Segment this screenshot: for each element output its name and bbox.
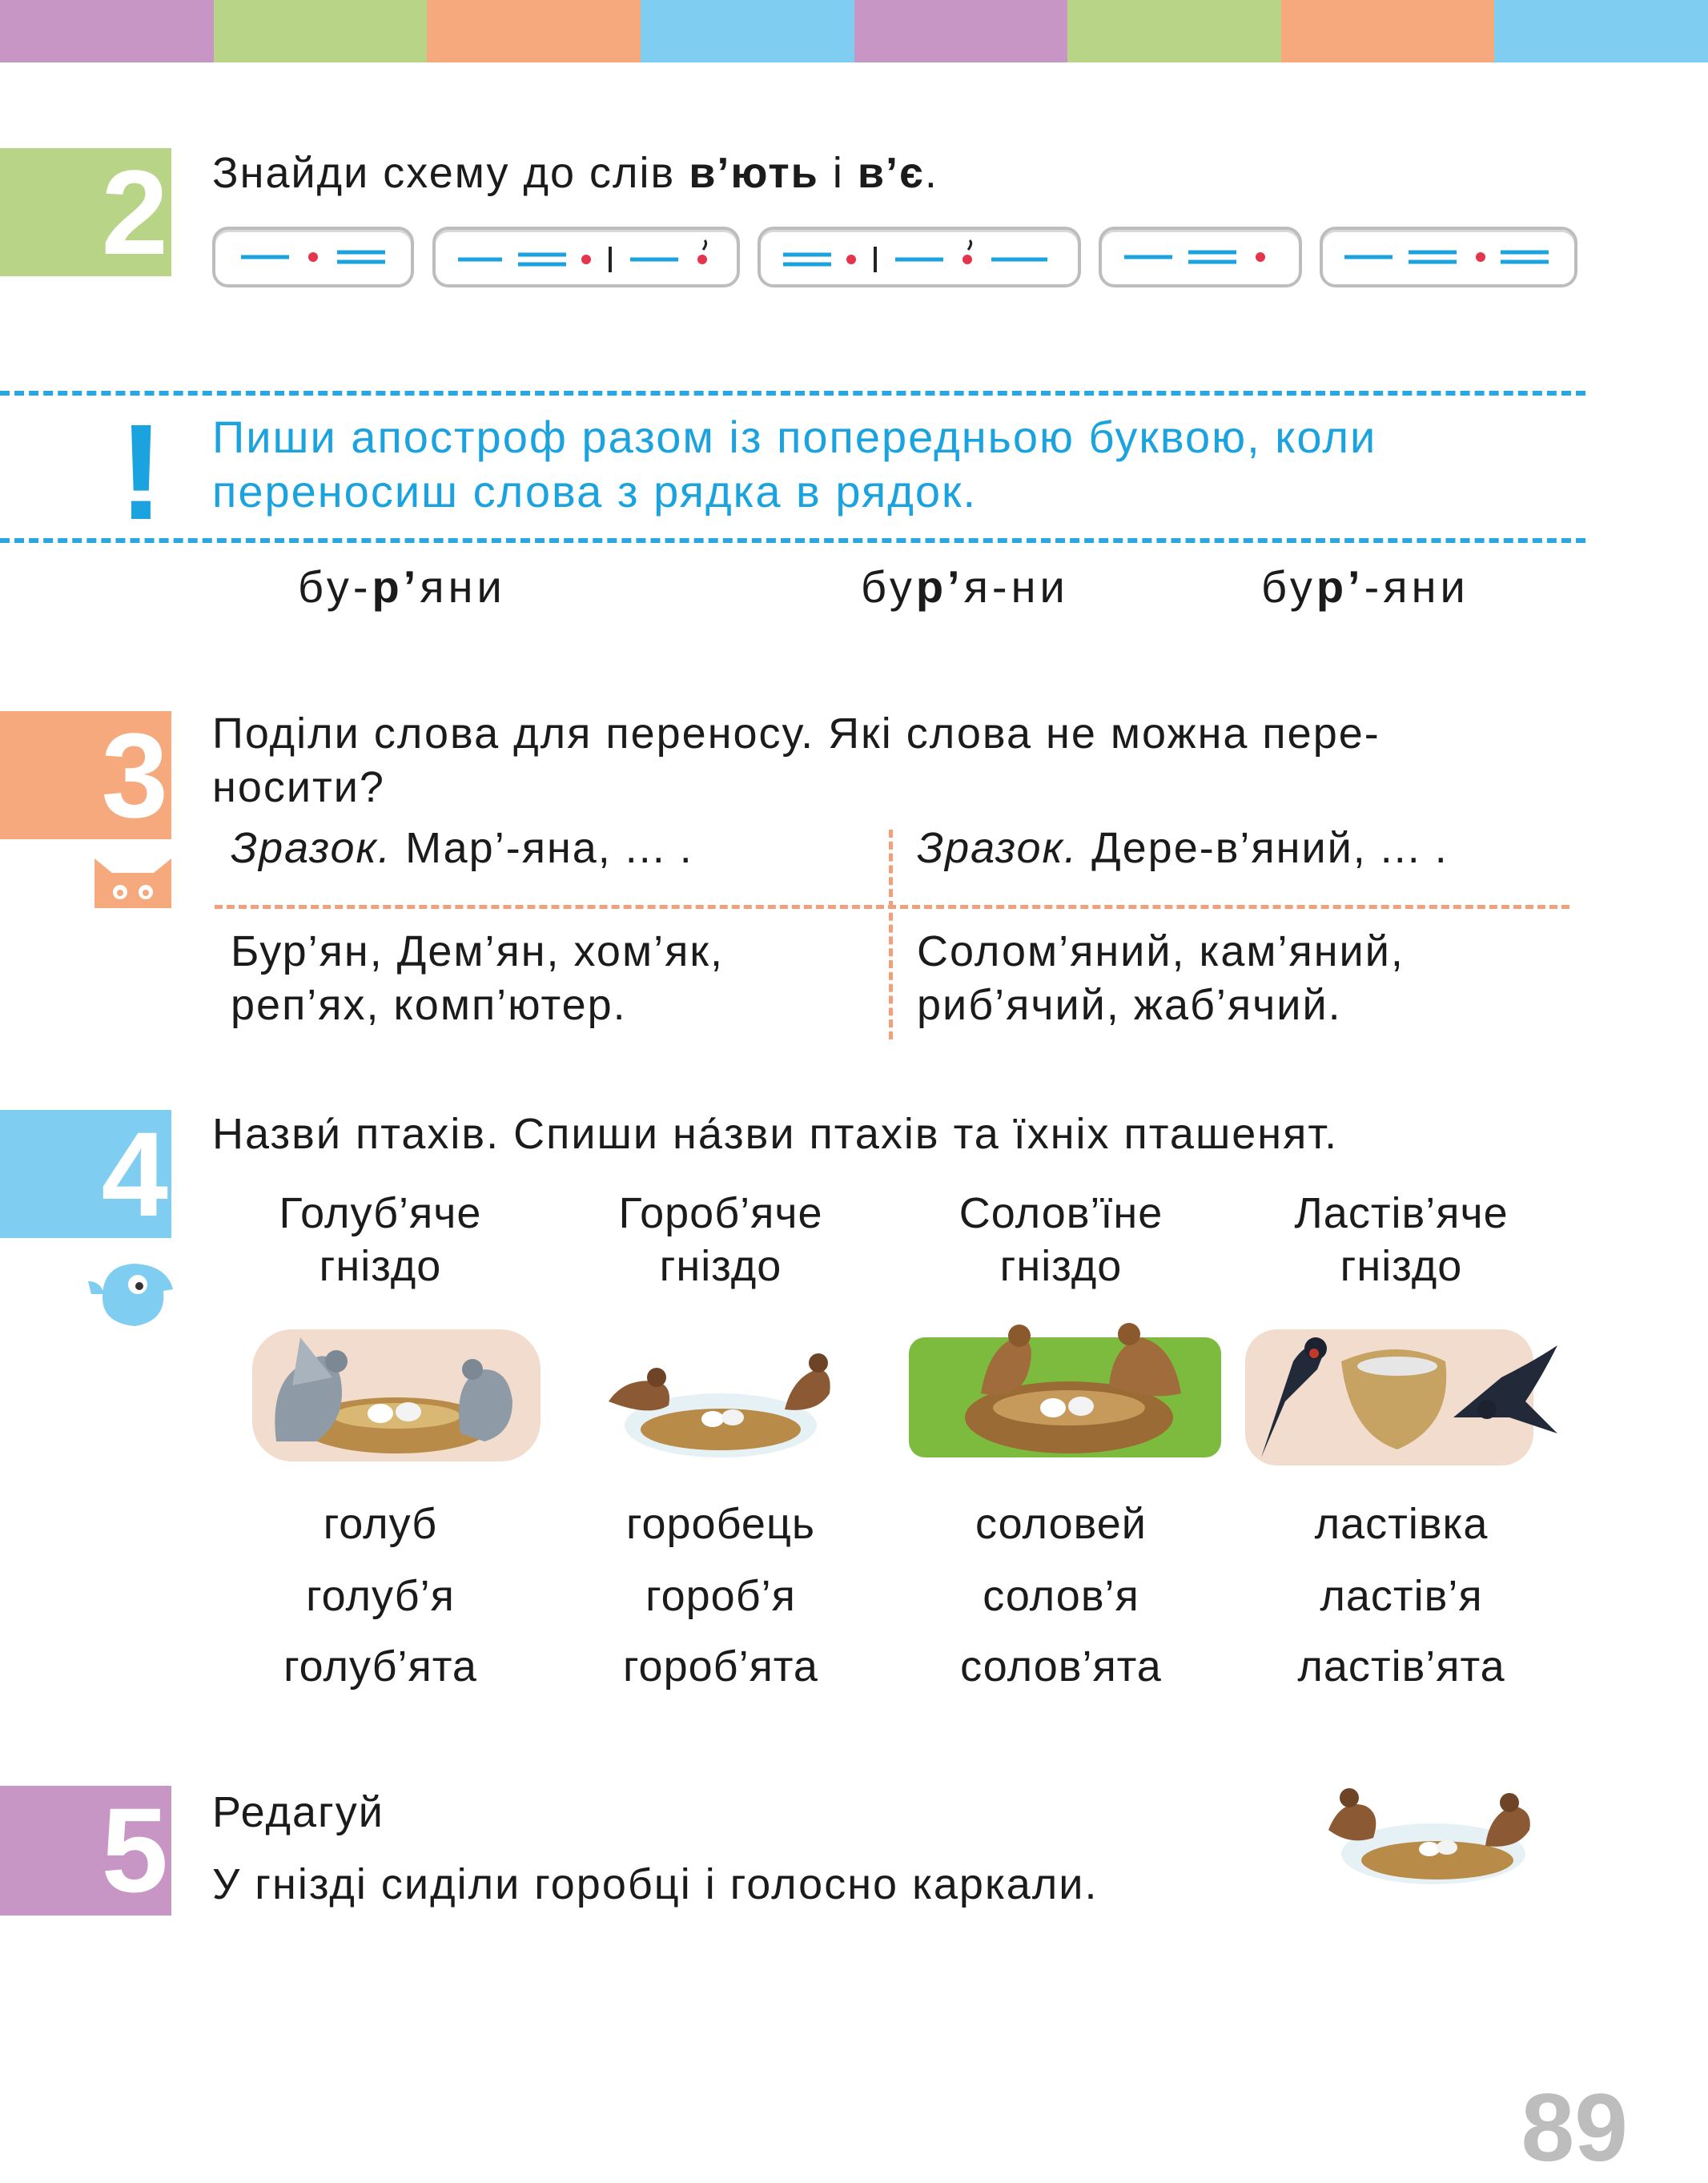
hy-part: бу-: [298, 561, 372, 612]
scheme-2[interactable]: [432, 227, 740, 287]
strip-segment: [0, 0, 214, 62]
sample-text: Дере-в’яний, ... .: [1078, 824, 1449, 872]
right-words-2: риб’ячий, жаб’ячий.: [917, 981, 1342, 1029]
bird-word: гороб’ята: [623, 1642, 818, 1691]
scheme-symbols: [233, 241, 393, 273]
task-number-2: 2: [0, 148, 171, 276]
task5-sentence: У гнізді сиділи горобці і голосно каркали.: [212, 1860, 1099, 1908]
nest-title-2: [569, 1187, 873, 1293]
task-number-4: 4: [0, 1110, 171, 1238]
sparrow-nest-picture: [593, 1321, 849, 1465]
nest-title-word: Гороб’яче: [618, 1189, 823, 1237]
bird-word: солов’ята: [960, 1642, 1162, 1691]
rule-line-1: Пиши апостроф разом із попередньою буквою, коли: [212, 412, 1377, 462]
nest-title-3: [909, 1187, 1213, 1293]
nest-title-word: гніздо: [659, 1242, 782, 1290]
right-sample: [917, 822, 1449, 874]
task3-line-2: носити?: [212, 763, 385, 811]
scheme-symbols: [450, 237, 722, 277]
cat-icon: [88, 850, 178, 910]
nest-title-1: [228, 1187, 532, 1293]
rule-line-2: переносиш слова з рядка в рядок.: [212, 466, 978, 517]
rule-bottom-border: [0, 538, 1585, 543]
nest-title-word: Ластів’яче: [1294, 1189, 1509, 1237]
scheme-1[interactable]: [212, 227, 414, 287]
bird-word: голуб’я: [306, 1572, 455, 1620]
strip-segment: [214, 0, 428, 62]
bird-word: ластівка: [1314, 1500, 1489, 1548]
hy-part: яни: [420, 561, 506, 612]
nightingale-nest-picture: [909, 1313, 1221, 1473]
scheme-symbols: [775, 237, 1063, 277]
table-v-divider: [889, 830, 893, 1039]
bird-word: ластів’я: [1320, 1572, 1483, 1620]
bird-word: гороб’я: [645, 1572, 796, 1620]
strip-segment: [427, 0, 641, 62]
word-vye: в’є: [857, 149, 925, 197]
scheme-4[interactable]: [1099, 227, 1302, 287]
word-vyut: в’ють: [689, 149, 819, 197]
sample-label: Зразок.: [231, 824, 392, 872]
strip-segment: [1281, 0, 1495, 62]
swallow-nest-picture: [1237, 1313, 1565, 1473]
instr-text: і: [818, 149, 858, 197]
hy-bold: р’: [915, 561, 964, 612]
task5-label: Редагуй: [212, 1788, 384, 1836]
bird-word: голуб: [323, 1500, 438, 1548]
strip-segment: [854, 0, 1068, 62]
bird-word: соловей: [975, 1500, 1147, 1548]
bird-word: ластів’ята: [1297, 1642, 1505, 1691]
task-number-3: 3: [0, 711, 171, 839]
nest-title-word: гніздо: [999, 1242, 1123, 1290]
left-sample: [231, 822, 693, 874]
bird-word: солов’я: [983, 1572, 1139, 1620]
strip-segment: [1067, 0, 1281, 62]
strip-segment: [641, 0, 854, 62]
nest-title-word: Голуб’яче: [279, 1189, 482, 1237]
hy-part: бу: [861, 561, 916, 612]
scheme-5[interactable]: [1320, 227, 1577, 287]
right-words-1: Солом’яний, кам’яний,: [917, 927, 1405, 975]
hy-part: -яни: [1364, 561, 1469, 612]
top-color-strip: [0, 0, 1708, 62]
nest-title-word: Солов’їне: [958, 1189, 1163, 1237]
exclamation-icon: !: [119, 396, 164, 549]
strip-segment: [1494, 0, 1708, 62]
instr-text: .: [924, 149, 938, 197]
instr-text: Знайди схему до слів: [212, 149, 689, 197]
bird-icon: [86, 1249, 181, 1333]
nest-title-word: гніздо: [1340, 1242, 1463, 1290]
rule-top-border: [0, 391, 1585, 396]
left-words-2: реп’ях, комп’ютер.: [231, 981, 627, 1029]
scheme-symbols: [1336, 241, 1561, 273]
hy-bold: р’: [1316, 561, 1364, 612]
hyphen-example-1: [298, 561, 506, 613]
sample-text: Мар’-яна, ... .: [392, 824, 693, 872]
nest-title-4: [1249, 1187, 1553, 1293]
hy-part: бу: [1261, 561, 1316, 612]
sample-label: Зразок.: [917, 824, 1079, 872]
hyphen-example-2: [861, 561, 1069, 613]
pigeon-nest-picture: [244, 1313, 549, 1473]
scheme-symbols: [1116, 241, 1284, 273]
task3-line-1: Поділи слова для переносу. Які слова не можна пере-: [212, 710, 1380, 758]
left-words-1: Бур’ян, Дем’ян, хом’як,: [231, 927, 724, 975]
page-number: 89: [1521, 2074, 1628, 2181]
task4-instruction: Назви́ птахів. Спиши на́зви птахів та їхніх пташенят.: [212, 1110, 1339, 1158]
scheme-3[interactable]: [758, 227, 1081, 287]
bird-word: голуб’ята: [283, 1642, 477, 1691]
hyphen-example-3: [1261, 561, 1469, 613]
bird-word: горобець: [625, 1500, 816, 1548]
sparrow-nest-small-picture: [1317, 1766, 1549, 1894]
task-number-5: 5: [0, 1786, 171, 1916]
hy-part: я-ни: [963, 561, 1069, 612]
hy-bold: р’: [372, 561, 420, 612]
task2-instruction: [212, 147, 938, 199]
nest-title-word: гніздо: [319, 1242, 442, 1290]
